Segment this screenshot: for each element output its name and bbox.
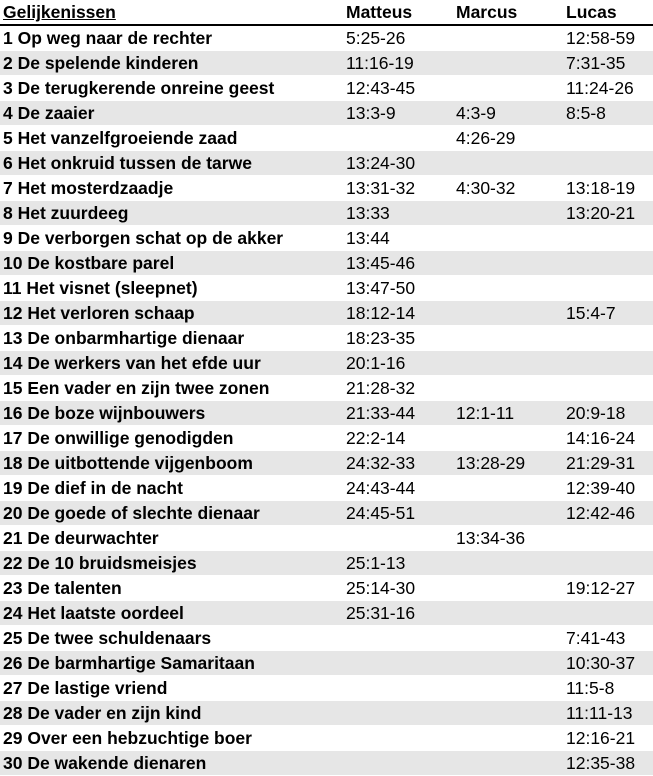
lucas-ref: 7:41-43 (563, 626, 653, 651)
matteus-ref: 25:1-13 (343, 551, 453, 576)
table-row (0, 351, 653, 376)
matteus-ref: 13:47-50 (343, 276, 453, 301)
parable-title: 24 Het laatste oordeel (0, 601, 343, 626)
parable-title: 16 De boze wijnbouwers (0, 401, 343, 426)
parable-title: 1 Op weg naar de rechter (0, 25, 343, 51)
marcus-ref (453, 76, 563, 101)
marcus-ref (453, 601, 563, 626)
table-row (0, 601, 653, 626)
lucas-ref (563, 601, 653, 626)
table-row (0, 76, 653, 101)
lucas-ref: 13:20-21 (563, 201, 653, 226)
matteus-ref (343, 526, 453, 551)
parable-title: 15 Een vader en zijn twee zonen (0, 376, 343, 401)
matteus-ref (343, 626, 453, 651)
marcus-ref (453, 626, 563, 651)
lucas-ref: 19:12-27 (563, 576, 653, 601)
parable-title: 6 Het onkruid tussen de tarwe (0, 151, 343, 176)
marcus-ref (453, 151, 563, 176)
parable-title: 10 De kostbare parel (0, 251, 343, 276)
lucas-ref: 10:30-37 (563, 651, 653, 676)
parable-title: 7 Het mosterdzaadje (0, 176, 343, 201)
lucas-ref (563, 151, 653, 176)
parable-title: 22 De 10 bruidsmeisjes (0, 551, 343, 576)
parable-title: 13 De onbarmhartige dienaar (0, 326, 343, 351)
marcus-ref (453, 476, 563, 501)
table-row (0, 25, 653, 51)
table-row (0, 451, 653, 476)
marcus-ref: 4:30-32 (453, 176, 563, 201)
marcus-ref (453, 51, 563, 76)
table-row (0, 701, 653, 726)
matteus-ref: 20:1-16 (343, 351, 453, 376)
matteus-ref: 13:44 (343, 226, 453, 251)
parable-title: 18 De uitbottende vijgenboom (0, 451, 343, 476)
marcus-ref (453, 701, 563, 726)
lucas-ref: 20:9-18 (563, 401, 653, 426)
table-row (0, 376, 653, 401)
parable-title: 27 De lastige vriend (0, 676, 343, 701)
parable-title: 8 Het zuurdeeg (0, 201, 343, 226)
table-row (0, 251, 653, 276)
table-row (0, 626, 653, 651)
lucas-ref (563, 251, 653, 276)
marcus-ref (453, 576, 563, 601)
lucas-ref (563, 276, 653, 301)
parable-title: 3 De terugkerende onreine geest (0, 76, 343, 101)
lucas-ref: 12:16-21 (563, 726, 653, 751)
table-row (0, 326, 653, 351)
parable-title: 30 De wakende dienaren (0, 751, 343, 776)
marcus-ref: 12:1-11 (453, 401, 563, 426)
lucas-ref: 11:5-8 (563, 676, 653, 701)
marcus-ref (453, 426, 563, 451)
marcus-ref: 13:28-29 (453, 451, 563, 476)
parable-title: 2 De spelende kinderen (0, 51, 343, 76)
table-row (0, 176, 653, 201)
lucas-ref: 12:39-40 (563, 476, 653, 501)
marcus-ref (453, 25, 563, 51)
parable-title: 11 Het visnet (sleepnet) (0, 276, 343, 301)
table-row (0, 301, 653, 326)
matteus-ref: 24:45-51 (343, 501, 453, 526)
parable-title: 12 Het verloren schaap (0, 301, 343, 326)
parable-title: 25 De twee schuldenaars (0, 626, 343, 651)
matteus-ref: 25:14-30 (343, 576, 453, 601)
matteus-ref: 24:43-44 (343, 476, 453, 501)
header-lucas: Lucas (563, 0, 653, 25)
table-row (0, 676, 653, 701)
parable-title: 20 De goede of slechte dienaar (0, 501, 343, 526)
matteus-ref (343, 726, 453, 751)
table-row (0, 651, 653, 676)
marcus-ref (453, 651, 563, 676)
lucas-ref: 12:58-59 (563, 25, 653, 51)
table-row (0, 401, 653, 426)
lucas-ref: 14:16-24 (563, 426, 653, 451)
header-marcus: Marcus (453, 0, 563, 25)
lucas-ref: 12:42-46 (563, 501, 653, 526)
marcus-ref (453, 301, 563, 326)
table-row (0, 51, 653, 76)
matteus-ref: 13:31-32 (343, 176, 453, 201)
header-matteus: Matteus (343, 0, 453, 25)
matteus-ref: 13:45-46 (343, 251, 453, 276)
lucas-ref: 11:24-26 (563, 76, 653, 101)
table-row (0, 526, 653, 551)
lucas-ref (563, 526, 653, 551)
matteus-ref: 21:28-32 (343, 376, 453, 401)
parable-title: 19 De dief in de nacht (0, 476, 343, 501)
table-row (0, 751, 653, 776)
parable-title: 21 De deurwachter (0, 526, 343, 551)
matteus-ref (343, 651, 453, 676)
lucas-ref: 15:4-7 (563, 301, 653, 326)
marcus-ref (453, 351, 563, 376)
lucas-ref (563, 326, 653, 351)
lucas-ref: 13:18-19 (563, 176, 653, 201)
marcus-ref (453, 226, 563, 251)
parable-title: 17 De onwillige genodigden (0, 426, 343, 451)
matteus-ref: 5:25-26 (343, 25, 453, 51)
matteus-ref: 13:33 (343, 201, 453, 226)
matteus-ref: 25:31-16 (343, 601, 453, 626)
matteus-ref: 13:24-30 (343, 151, 453, 176)
table-row (0, 501, 653, 526)
header-gelijkenissen: Gelijkenissen (0, 0, 343, 25)
marcus-ref (453, 676, 563, 701)
marcus-ref: 4:3-9 (453, 101, 563, 126)
matteus-ref: 12:43-45 (343, 76, 453, 101)
parable-title: 23 De talenten (0, 576, 343, 601)
lucas-ref (563, 226, 653, 251)
table-row (0, 126, 653, 151)
marcus-ref (453, 501, 563, 526)
matteus-ref (343, 126, 453, 151)
matteus-ref: 18:23-35 (343, 326, 453, 351)
parable-title: 9 De verborgen schat op de akker (0, 226, 343, 251)
lucas-ref: 8:5-8 (563, 101, 653, 126)
header-row (0, 0, 653, 25)
parable-title: 4 De zaaier (0, 101, 343, 126)
matteus-ref: 11:16-19 (343, 51, 453, 76)
matteus-ref: 22:2-14 (343, 426, 453, 451)
marcus-ref (453, 326, 563, 351)
marcus-ref (453, 751, 563, 776)
lucas-ref (563, 376, 653, 401)
lucas-ref (563, 351, 653, 376)
matteus-ref: 21:33-44 (343, 401, 453, 426)
lucas-ref: 7:31-35 (563, 51, 653, 76)
marcus-ref: 4:26-29 (453, 126, 563, 151)
matteus-ref: 18:12-14 (343, 301, 453, 326)
matteus-ref (343, 676, 453, 701)
parable-title: 14 De werkers van het efde uur (0, 351, 343, 376)
table-row (0, 201, 653, 226)
parable-title: 5 Het vanzelfgroeiende zaad (0, 126, 343, 151)
table-row (0, 476, 653, 501)
table-row (0, 226, 653, 251)
parable-title: 26 De barmhartige Samaritaan (0, 651, 343, 676)
matteus-ref: 24:32-33 (343, 451, 453, 476)
table-row (0, 276, 653, 301)
lucas-ref (563, 551, 653, 576)
lucas-ref (563, 126, 653, 151)
marcus-ref (453, 201, 563, 226)
table-row (0, 576, 653, 601)
table-row (0, 101, 653, 126)
marcus-ref: 13:34-36 (453, 526, 563, 551)
table-row (0, 551, 653, 576)
table-body (0, 25, 653, 776)
marcus-ref (453, 726, 563, 751)
lucas-ref: 11:11-13 (563, 701, 653, 726)
matteus-ref: 13:3-9 (343, 101, 453, 126)
marcus-ref (453, 276, 563, 301)
parable-title: 28 De vader en zijn kind (0, 701, 343, 726)
lucas-ref: 12:35-38 (563, 751, 653, 776)
table-row (0, 726, 653, 751)
table-row (0, 151, 653, 176)
marcus-ref (453, 551, 563, 576)
matteus-ref (343, 751, 453, 776)
marcus-ref (453, 376, 563, 401)
parable-title: 29 Over een hebzuchtige boer (0, 726, 343, 751)
matteus-ref (343, 701, 453, 726)
table-row (0, 426, 653, 451)
marcus-ref (453, 251, 563, 276)
lucas-ref: 21:29-31 (563, 451, 653, 476)
